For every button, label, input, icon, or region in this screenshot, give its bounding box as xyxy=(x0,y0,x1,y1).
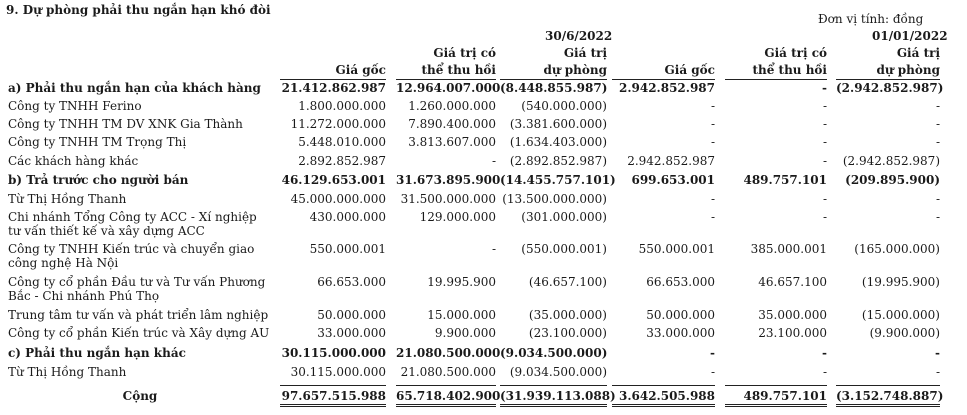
table-cell: - xyxy=(935,210,940,224)
period-previous: 01/01/2022 xyxy=(872,29,948,43)
row-label: Trung tâm tư vấn và phát triển lâm nghiệp xyxy=(8,308,269,322)
total-rule xyxy=(836,385,940,386)
table-cell: (209.895.900) xyxy=(845,173,940,187)
total-rule xyxy=(612,385,715,386)
header-provision-current-line2: dự phòng xyxy=(543,63,607,77)
header-underline xyxy=(612,79,715,80)
header-recoverable-current-line1: Giá trị có xyxy=(433,46,496,60)
table-cell: - xyxy=(822,346,827,360)
total-double-rule xyxy=(836,404,940,405)
table-cell: 50.000.000 xyxy=(646,308,715,322)
table-cell: 66.653.000 xyxy=(646,275,715,289)
table-cell: 31.500.000.000 xyxy=(400,192,496,206)
table-cell: 7.890.400.000 xyxy=(408,117,496,131)
header-underline xyxy=(280,79,386,80)
table-cell: 2.942.852.987 xyxy=(618,81,715,95)
total-cell: (31.939.113.088) xyxy=(500,389,616,403)
total-label: Cộng xyxy=(122,389,158,403)
table-cell: (9.034.500.000) xyxy=(500,346,608,360)
table-cell: 50.000.000 xyxy=(317,308,386,322)
total-rule xyxy=(396,385,496,386)
table-cell: 2.892.852.987 xyxy=(298,154,386,168)
header-recoverable-previous-line2: thể thu hồi xyxy=(752,63,827,77)
table-cell: 21.080.500.000 xyxy=(400,365,496,379)
table-cell: - xyxy=(710,365,715,379)
total-double-rule xyxy=(612,404,715,405)
total-double-rule xyxy=(280,406,386,407)
table-cell: 1.260.000.000 xyxy=(408,99,496,113)
table-cell: 66.653.000 xyxy=(317,275,386,289)
table-cell: 11.272.000.000 xyxy=(290,117,386,131)
table-cell: 35.000.000 xyxy=(758,308,827,322)
table-cell: - xyxy=(935,346,940,360)
total-double-rule xyxy=(500,406,607,407)
table-cell: 23.100.000 xyxy=(758,326,827,340)
table-cell: 1.800.000.000 xyxy=(298,99,386,113)
table-cell: 550.000.001 xyxy=(309,242,386,256)
row-label: Công ty cổ phần Đầu tư và Tư vấn Phương Bắc - Chi nhánh Phú Thọ xyxy=(8,275,266,303)
table-cell: (9.900.000) xyxy=(869,326,940,340)
total-cell: 65.718.402.900 xyxy=(396,389,501,403)
table-cell: 699.653.001 xyxy=(631,173,715,187)
header-recoverable-current-line2: thể thu hồi xyxy=(421,63,496,77)
table-cell: (2.942.852.987) xyxy=(842,154,940,168)
table-cell: - xyxy=(935,365,940,379)
table-cell: (3.381.600.000) xyxy=(509,117,607,131)
table-cell: 30.115.000.000 xyxy=(290,365,386,379)
header-provision-previous-line2: dự phòng xyxy=(876,63,940,77)
row-label: Các khách hàng khác xyxy=(8,154,139,168)
total-rule xyxy=(280,385,386,386)
table-cell: - xyxy=(710,99,715,113)
table-cell: 12.964.007.000 xyxy=(396,81,501,95)
total-cell: 489.757.101 xyxy=(743,389,827,403)
total-double-rule xyxy=(396,406,496,407)
total-rule xyxy=(725,385,827,386)
table-cell: 19.995.900 xyxy=(427,275,496,289)
table-cell: 5.448.010.000 xyxy=(298,135,386,149)
table-cell: (1.634.403.000) xyxy=(509,135,607,149)
table-cell: - xyxy=(822,210,827,224)
table-cell: - xyxy=(935,192,940,206)
table-cell: (8.448.855.987) xyxy=(500,81,608,95)
table-cell: - xyxy=(491,242,496,256)
table-cell: 21.412.862.987 xyxy=(281,81,386,95)
row-label: b) Trả trước cho người bán xyxy=(8,173,189,187)
header-cost-current: Giá gốc xyxy=(335,63,386,77)
table-cell: 33.000.000 xyxy=(646,326,715,340)
table-cell: 430.000.000 xyxy=(309,210,386,224)
table-cell: 2.942.852.987 xyxy=(627,154,715,168)
total-cell: 97.657.515.988 xyxy=(281,389,386,403)
total-double-rule xyxy=(836,406,940,407)
table-cell: (540.000.000) xyxy=(521,99,607,113)
row-label: Từ Thị Hồng Thanh xyxy=(8,192,127,206)
table-cell: - xyxy=(822,117,827,131)
table-cell: 45.000.000.000 xyxy=(290,192,386,206)
row-label: a) Phải thu ngắn hạn của khách hàng xyxy=(8,81,261,95)
table-cell: 15.000.000 xyxy=(427,308,496,322)
table-cell: - xyxy=(822,365,827,379)
table-cell: (13.500.000.000) xyxy=(502,192,607,206)
header-underline xyxy=(836,79,940,80)
unit-note: Đơn vị tính: đồng xyxy=(818,12,924,26)
row-label: Công ty TNHH Ferino xyxy=(8,99,142,113)
section-title: 9. Dự phòng phải thu ngắn hạn khó đòi xyxy=(6,3,271,17)
table-cell: 33.000.000 xyxy=(317,326,386,340)
row-label: Công ty TNHH TM DV XNK Gia Thành xyxy=(8,117,243,131)
table-cell: - xyxy=(710,135,715,149)
total-double-rule xyxy=(280,404,386,405)
row-label: Công ty TNHH Kiến trúc và chuyển giao công nghệ Hà Nội xyxy=(8,242,255,270)
table-cell: - xyxy=(710,117,715,131)
table-cell: 21.080.500.000 xyxy=(396,346,501,360)
row-label: c) Phải thu ngắn hạn khác xyxy=(8,346,186,360)
table-cell: (23.100.000) xyxy=(528,326,607,340)
total-double-rule xyxy=(612,406,715,407)
row-label: Công ty cổ phần Kiến trúc và Xây dựng AU xyxy=(8,326,270,340)
header-cost-previous: Giá gốc xyxy=(664,63,715,77)
table-cell: - xyxy=(710,192,715,206)
total-double-rule xyxy=(500,404,607,405)
header-underline xyxy=(725,79,827,80)
period-current: 30/6/2022 xyxy=(545,29,613,43)
header-recoverable-previous-line1: Giá trị có xyxy=(764,46,827,60)
row-label: Từ Thị Hồng Thanh xyxy=(8,365,127,379)
table-cell: - xyxy=(822,154,827,168)
row-label: Công ty TNHH TM Trọng Thị xyxy=(8,135,187,149)
table-cell: (14.455.757.101) xyxy=(500,173,616,187)
total-double-rule xyxy=(725,404,827,405)
table-cell: - xyxy=(822,81,827,95)
table-cell: - xyxy=(491,154,496,168)
table-cell: - xyxy=(710,346,715,360)
table-cell: - xyxy=(822,192,827,206)
row-label: Chi nhánh Tổng Công ty ACC - Xí nghiệp tư vấn thiết kế và xây dựng ACC xyxy=(8,210,257,238)
table-cell: - xyxy=(822,135,827,149)
total-cell: 3.642.505.988 xyxy=(618,389,715,403)
table-cell: 30.115.000.000 xyxy=(281,346,386,360)
total-double-rule xyxy=(396,404,496,405)
table-cell: (35.000.000) xyxy=(528,308,607,322)
table-cell: - xyxy=(822,99,827,113)
total-cell: (3.152.748.887) xyxy=(836,389,944,403)
table-cell: - xyxy=(935,117,940,131)
table-cell: - xyxy=(935,135,940,149)
table-cell: (2.942.852.987) xyxy=(836,81,944,95)
table-cell: (165.000.000) xyxy=(854,242,940,256)
table-cell: (2.892.852.987) xyxy=(509,154,607,168)
header-underline xyxy=(396,79,496,80)
table-cell: 550.000.001 xyxy=(638,242,715,256)
total-double-rule xyxy=(725,406,827,407)
table-cell: (46.657.100) xyxy=(528,275,607,289)
table-cell: - xyxy=(710,210,715,224)
total-rule xyxy=(500,385,607,386)
table-cell: - xyxy=(935,99,940,113)
table-cell: 129.000.000 xyxy=(419,210,496,224)
table-cell: 46.129.653.001 xyxy=(281,173,386,187)
table-cell: (9.034.500.000) xyxy=(509,365,607,379)
table-cell: (301.000.000) xyxy=(521,210,607,224)
header-provision-previous-line1: Giá trị xyxy=(896,46,940,60)
table-cell: 385.000.001 xyxy=(750,242,827,256)
table-cell: (15.000.000) xyxy=(861,308,940,322)
table-cell: 46.657.100 xyxy=(758,275,827,289)
header-underline xyxy=(500,79,607,80)
table-cell: 9.900.000 xyxy=(434,326,496,340)
table-cell: 489.757.101 xyxy=(743,173,827,187)
header-provision-current-line1: Giá trị xyxy=(563,46,607,60)
table-cell: (19.995.900) xyxy=(861,275,940,289)
table-cell: (550.000.001) xyxy=(521,242,607,256)
table-cell: 31.673.895.900 xyxy=(396,173,501,187)
table-cell: 3.813.607.000 xyxy=(408,135,496,149)
